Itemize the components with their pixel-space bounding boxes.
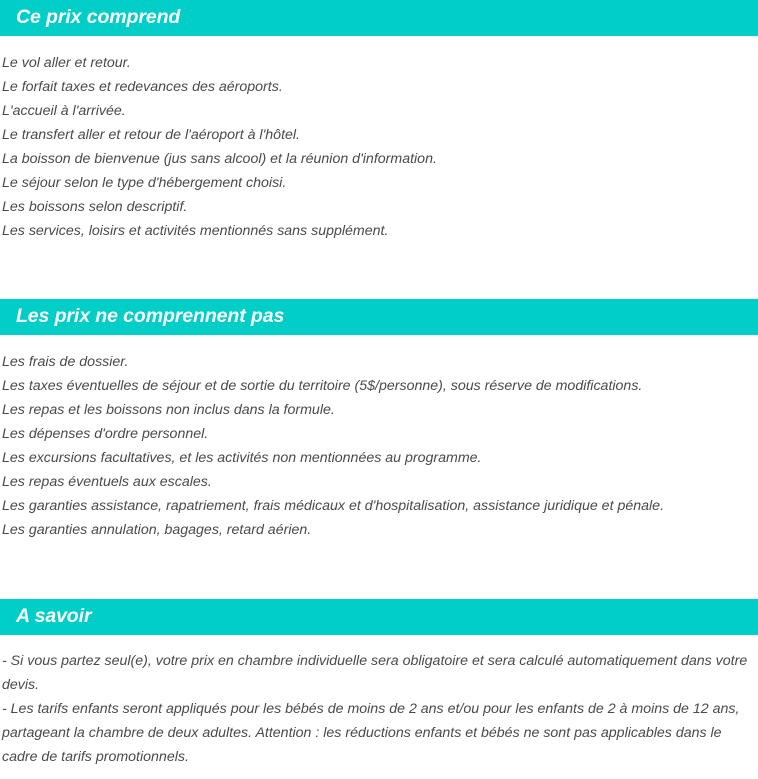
section-header-excluded <box>0 299 758 335</box>
section-excluded <box>0 299 758 542</box>
list-item: Les repas et les boissons non inclus dans la formule. <box>2 402 335 418</box>
list-item: Les garanties assistance, rapatriement, frais médicaux et d'hospitalisation, assistance juridique et pénale. <box>2 498 665 514</box>
section-title-notice: A savoir <box>16 605 92 628</box>
list-item: Les dépenses d'ordre personnel. <box>2 426 209 442</box>
list-item: Les garanties annulation, bagages, retard aérien. <box>2 522 312 538</box>
spacer-included-header <box>0 36 758 51</box>
list-item: Les services, loisirs et activités mentionnés sans supplément. <box>2 223 389 239</box>
spacer-notice-header <box>0 635 758 649</box>
list-item: La boisson de bienvenue (jus sans alcool) et la réunion d'information. <box>2 151 437 167</box>
section-title-included: Ce prix comprend <box>16 6 181 29</box>
list-item: Le forfait taxes et redevances des aéroports. <box>2 79 283 95</box>
section-divider-spacer <box>0 243 758 299</box>
spacer-excluded-header <box>0 335 758 350</box>
section-header-included <box>0 0 758 36</box>
section-body-included <box>0 51 758 243</box>
section-notice <box>0 599 758 769</box>
section-divider-spacer <box>0 542 758 599</box>
section-header-notice <box>0 599 758 635</box>
list-item: L'accueil à l'arrivée. <box>2 103 126 119</box>
section-body-notice <box>0 649 758 769</box>
list-item: Le séjour selon le type d'hébergement choisi. <box>2 175 287 191</box>
list-item: Les excursions facultatives, et les activités non mentionnées au programme. <box>2 450 482 466</box>
list-item: Le vol aller et retour. <box>2 55 131 71</box>
notice-paragraph: - Si vous partez seul(e), votre prix en chambre individuelle sera obligatoire et sera calculé automatiquement dans votre devis. <box>2 653 748 693</box>
section-title-excluded: Les prix ne comprennent pas <box>16 305 285 328</box>
section-body-excluded <box>0 350 758 542</box>
section-included <box>0 0 758 243</box>
list-item: Les frais de dossier. <box>2 354 129 370</box>
list-item: Le transfert aller et retour de l'aéroport à l'hôtel. <box>2 127 300 143</box>
list-item: Les repas éventuels aux escales. <box>2 474 212 490</box>
notice-paragraph: - Les tarifs enfants seront appliqués pour les bébés de moins de 2 ans et/ou pour les enfants de 2 à moins de 12 ans, partageant la chambre de deux adultes. Attention : les réductions enfants et bébés ne sont pas applicables dans le cadre de tarifs promotionnels. <box>2 701 740 765</box>
list-item: Les boissons selon descriptif. <box>2 199 188 215</box>
list-item: Les taxes éventuelles de séjour et de sortie du territoire (5$/personne), sous réserve de modifications. <box>2 378 643 394</box>
